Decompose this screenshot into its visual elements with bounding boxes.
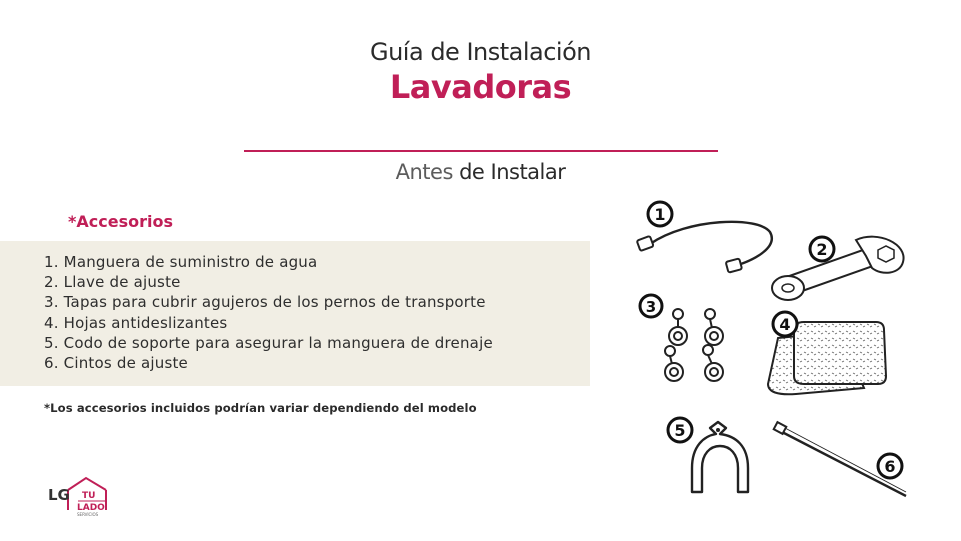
- section-heading-part1: Antes: [395, 160, 453, 184]
- logo-tu: TU: [82, 491, 96, 501]
- svg-text:3: 3: [645, 298, 657, 316]
- label-2-badge: [810, 237, 834, 261]
- wrench-icon: [772, 237, 904, 300]
- logo-lado: LADO: [77, 503, 105, 513]
- label-6-badge: [878, 454, 902, 478]
- svg-text:4: 4: [779, 315, 791, 334]
- list-item: 2. Llave de ajuste: [44, 273, 181, 292]
- list-item: 1. Manguera de suministro de agua: [44, 253, 318, 271]
- bolt-caps-icon: [665, 309, 723, 381]
- logo-roof-icon: [68, 478, 106, 490]
- accessories-list: [44, 252, 493, 373]
- list-item: 3. Tapas para cubrir agujeros de los pernos de transporte: [44, 293, 486, 312]
- svg-text:1: 1: [654, 205, 666, 224]
- list-item: 4. Hojas antideslizantes: [44, 313, 228, 332]
- label-3-badge: [640, 295, 662, 317]
- label-1-badge: [648, 202, 672, 226]
- accessories-illustration: [628, 196, 918, 512]
- accessories-heading: *Accesorios: [68, 212, 173, 231]
- lg-tu-lado-logo: [44, 474, 124, 520]
- accessories-note: *Los accesorios incluidos podrían variar dependiendo del modelo: [44, 401, 477, 415]
- label-4-badge: [773, 312, 797, 336]
- list-item: 6. Cintos de ajuste: [44, 354, 188, 373]
- svg-text:5: 5: [674, 421, 686, 440]
- label-5-badge: [668, 418, 692, 442]
- water-hose-icon: [637, 222, 772, 273]
- list-item: 5. Codo de soporte para asegurar la manguera de drenaje: [44, 333, 493, 352]
- section-heading: [0, 160, 961, 184]
- logo-servicios: SERVICIOS: [77, 512, 99, 517]
- section-heading-part2: de Instalar: [459, 160, 566, 184]
- page-title: Guía de Instalación: [370, 38, 591, 66]
- drain-elbow-icon: [692, 422, 748, 492]
- page-subtitle: Lavadoras: [389, 68, 572, 106]
- title-divider: [244, 150, 718, 152]
- logo-brand: LG: [48, 486, 70, 504]
- svg-text:2: 2: [816, 240, 828, 259]
- svg-text:6: 6: [884, 457, 896, 476]
